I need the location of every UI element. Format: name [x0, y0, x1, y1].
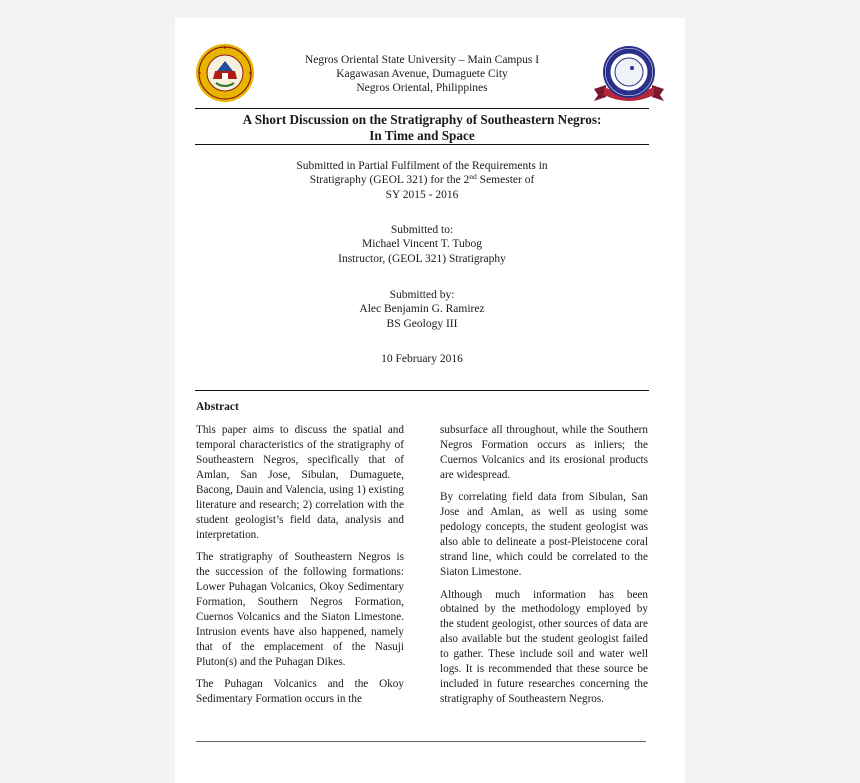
abstract-heading: Abstract	[196, 401, 239, 413]
abstract-paragraph: By correlating field data from Sibulan, San Jose and Amlan, as well as using some pedology concepts, the student geologist was also able to delineate a post-Pleistocene coral strand line, which could be correlated to the Siaton Limestone.	[440, 491, 648, 579]
author-name: Alec Benjamin G. Ramirez	[359, 303, 485, 316]
submission-date: 10 February 2016	[381, 353, 463, 365]
abstract-left-column	[196, 423, 404, 715]
submission-line-2-suffix: Semester of	[476, 174, 535, 187]
footnote-separator	[196, 741, 646, 742]
instructor-role: Instructor, (GEOL 321) Stratigraphy	[338, 252, 506, 265]
submission-line-2	[230, 173, 614, 187]
college-of-arts-and-sciences-seal-icon	[592, 41, 666, 107]
submission-statement	[230, 159, 614, 202]
document-title	[195, 112, 649, 143]
abstract-paragraph: The Puhagan Volcanics and the Okoy Sedimentary Formation occurs in the	[196, 678, 404, 706]
instructor-name: Michael Vincent T. Tubog	[361, 238, 483, 251]
submission-line-3: SY 2015 - 2016	[385, 188, 459, 201]
title-bottom-rule	[195, 144, 649, 145]
title-line-1: A Short Discussion on the Stratigraphy of Southeastern Negros:	[242, 112, 602, 127]
submitted-to-block	[230, 223, 614, 266]
header-line-1: Negros Oriental State University – Main Campus I	[304, 54, 540, 66]
ordinal-superscript: nd	[469, 172, 477, 182]
submitted-to-label: Submitted to:	[390, 224, 454, 236]
submitted-by-label: Submitted by:	[389, 289, 455, 301]
abstract-top-rule	[195, 390, 649, 391]
abstract-right-column	[440, 423, 648, 715]
title-line-2: In Time and Space	[369, 127, 475, 143]
header-line-3: Negros Oriental, Philippines	[356, 82, 488, 95]
submission-line-1: Submitted in Partial Fulfilment of the Requirements in	[296, 160, 548, 172]
header-line-2: Kagawasan Avenue, Dumaguete City	[336, 68, 508, 81]
date-block	[230, 352, 614, 366]
submission-line-2-text: Stratigraphy (GEOL 321) for the 2	[309, 174, 470, 187]
abstract-paragraph: Although much information has been obtained by the methodology employed by the student geologist, other sources of data are also available but the student geologist failed to gather. These include soil and water well logs. It is recommended that these source be included in future researches concerning the stratigraphy of Southeastern Negros.	[440, 588, 648, 706]
submitted-by-block	[230, 288, 614, 331]
university-seal-icon	[195, 43, 255, 103]
abstract-paragraph: The stratigraphy of Southeastern Negros is the succession of the following formations: Lower Puhagan Volcanics, Okoy Sedimentary Formation, Southern Negros Formation, Cuernos Volcanics and the Siaton Limestone. Intrusion events have also happened, namely that of the emplacement of the Nasuji Pluton(s) and the Puhagan Dikes.	[196, 551, 404, 668]
author-program: BS Geology III	[386, 317, 458, 330]
abstract-paragraph: This paper aims to discuss the spatial and temporal characteristics of the stratigraphy of Southeastern Negros, specifically that of Amlan, San Jose, Sibulan, Dumaguete, Bacong, Dauin and Valencia, using 1) existing literature and research; 2) correlation with the student geologist’s field data, analysis and interpretation.	[196, 424, 404, 541]
institution-header	[270, 53, 574, 96]
title-top-rule	[195, 108, 649, 109]
abstract-paragraph: subsurface all throughout, while the Southern Negros Formation occurs as inliers; the Cuernos Volcanics and its erosional products are widespread.	[440, 424, 648, 481]
